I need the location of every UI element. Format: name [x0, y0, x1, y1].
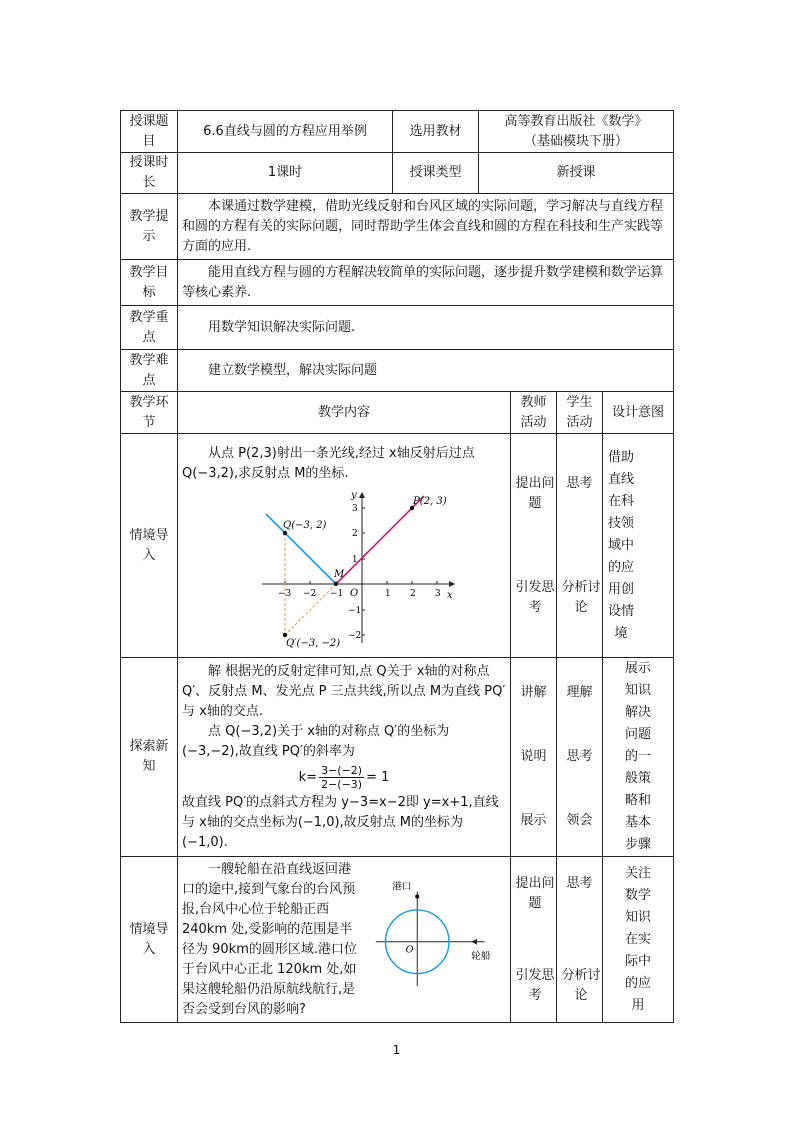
reflection-content — [178, 434, 511, 658]
duration-label: 授课时长 — [121, 153, 178, 194]
typhoon-teacher-activity — [511, 857, 557, 1023]
student-activity-a: 思考 — [566, 875, 593, 891]
reflection-stage: 情境导入 — [121, 434, 178, 658]
difficulty-row — [121, 350, 674, 392]
explore-paragraph-3: 故直线 PQ′的点斜式方程为 y−3=x−2即 y=x+1,直线与 x轴的交点坐标为(−1,0),故反射点 M的坐标为(−1,0). — [182, 794, 499, 850]
design-intent-text: 借助直线在科技领域中的应用创设情境 — [608, 449, 635, 641]
teacher-activity-b: 引发思考 — [515, 579, 555, 615]
explore-student-activity — [557, 658, 603, 857]
duration-row — [121, 153, 674, 194]
label-q: Q(−3, 2) — [283, 519, 327, 531]
explore-content — [178, 658, 511, 857]
x-tick-label: 2 — [410, 588, 416, 599]
student-activity-b: 分析讨论 — [561, 579, 601, 615]
port-point — [415, 894, 419, 898]
stage-column-header: 教学环节 — [121, 392, 178, 434]
reflection-row — [121, 434, 674, 658]
label-y-axis: y — [351, 489, 357, 501]
design-intent-text: 关注数学知识在实际中的应用 — [625, 865, 652, 1013]
reflection-student-activity — [557, 434, 603, 658]
label-q-prime: Q′(−3, −2) — [286, 637, 341, 648]
point-q — [283, 530, 287, 534]
difficulty-text: 建立数学模型，解决实际问题 — [208, 362, 378, 378]
reflection-text: 从点 P(2,3)射出一条光线,经过 x轴反射后过点 Q(−3,2),求反射点 M的坐标. — [182, 445, 475, 481]
key-point-cell — [178, 306, 674, 350]
difficulty-label: 教学难点 — [121, 350, 178, 392]
teacher-activity-b: 引发思考 — [515, 967, 555, 1003]
goal-text: 能用直线方程与圆的方程解决较简单的实际问题，逐步提升数学建模和数学运算等核心素养. — [182, 264, 664, 300]
textbook-value — [479, 111, 674, 153]
x-tick-label: −2 — [303, 588, 317, 599]
y-tick-label: −2 — [348, 630, 362, 641]
label-origin: O — [350, 587, 359, 599]
point-q-prime — [283, 632, 287, 636]
formula-result: = 1 — [366, 769, 390, 785]
textbook-line1: 高等教育出版社《数学》 — [504, 113, 648, 129]
typhoon-figure — [371, 880, 506, 990]
hint-text: 本课通过数学建模，借助光线反射和台风区域的实际问题，学习解决与直线方程和圆的方程有关的实际问题，同时帮助学生体会直线和圆的方程在科技和生产实践等方面的应用. — [182, 198, 664, 254]
explore-paragraph-2: 点 Q(−3,2)关于 x轴的对称点 Q′的坐标为 (−3,−2),故直线 PQ′的斜率为 — [182, 723, 450, 759]
design-column-header: 设计意图 — [603, 392, 674, 434]
hint-cell — [178, 194, 674, 260]
teacher-activity-c: 展示 — [520, 813, 547, 828]
student-activity-b: 思考 — [566, 749, 593, 764]
teacher-activity-b: 说明 — [520, 749, 547, 764]
page-number: 1 — [392, 1043, 401, 1057]
y-tick-label: 2 — [352, 528, 358, 539]
type-value: 新授课 — [479, 153, 674, 194]
teacher-activity-a: 提出问题 — [515, 475, 555, 511]
y-tick-label: 1 — [352, 554, 358, 565]
ship-label: 轮船 — [471, 950, 491, 962]
student-activity-c: 领会 — [566, 813, 593, 828]
typhoon-origin-label: O — [405, 943, 414, 955]
difficulty-cell — [178, 350, 674, 392]
label-m: M — [334, 568, 345, 580]
goal-cell — [178, 260, 674, 306]
slope-formula — [182, 764, 506, 791]
teacher-activity-a: 讲解 — [520, 685, 547, 700]
formula-denominator: 2−(−3) — [321, 777, 363, 791]
typhoon-stage: 情境导入 — [121, 857, 178, 1023]
label-p: P(2, 3) — [413, 495, 447, 507]
ship-arrow-icon — [471, 938, 477, 944]
typhoon-text: 一艘轮船在沿直线返回港口的途中,接到气象台的台风预报,台风中心位于轮船正西 240km 处,受影响的范围是半径为 90km的圆形区域.港口位于台风中心正北 120km 处,如果这艘轮船仍沿原航线航行,是否会受到台风的影响? — [182, 861, 357, 1017]
typhoon-student-activity — [557, 857, 603, 1023]
content-column-header: 教学内容 — [178, 392, 511, 434]
x-tick-label: 1 — [385, 588, 391, 599]
y-axis-arrow-icon — [359, 492, 365, 498]
key-point-label: 教学重点 — [121, 306, 178, 350]
student-activity-b: 分析讨论 — [561, 967, 601, 1003]
goal-label: 教学目标 — [121, 260, 178, 306]
hint-label: 教学提示 — [121, 194, 178, 260]
x-tick-label: −1 — [330, 588, 344, 599]
reflection-design-intent — [603, 434, 674, 658]
lesson-plan-table — [120, 110, 674, 1023]
student-column-header: 学生活动 — [557, 392, 603, 434]
point-m — [334, 582, 338, 586]
type-label: 授课类型 — [393, 153, 479, 194]
student-activity-a: 理解 — [566, 685, 593, 700]
formula-k: k= — [298, 769, 318, 785]
y-tick-label: −1 — [348, 605, 362, 616]
port-label: 港口 — [392, 881, 412, 893]
reflection-teacher-activity — [511, 434, 557, 658]
student-activity-a: 思考 — [566, 475, 593, 491]
duration-value: 1课时 — [178, 153, 393, 194]
goal-row — [121, 260, 674, 306]
key-point-row — [121, 306, 674, 350]
formula-numerator: 3−(−2) — [321, 763, 363, 777]
teacher-activity-a: 提出问题 — [515, 875, 555, 911]
teacher-column-header: 教师活动 — [511, 392, 557, 434]
label-x-axis: x — [447, 589, 453, 601]
explore-design-intent — [603, 658, 674, 857]
reflection-figure — [250, 488, 460, 648]
typhoon-content — [178, 857, 511, 1023]
design-intent-text: 展示知识解决问题的一般策略和基本步骤 — [625, 661, 652, 852]
explore-teacher-activity — [511, 658, 557, 857]
topic-label: 授课题目 — [121, 111, 178, 153]
textbook-line2: （基础模块下册） — [524, 133, 629, 149]
typhoon-row — [121, 857, 674, 1023]
key-point-text: 用数学知识解决实际问题. — [208, 319, 356, 335]
formula-fraction — [319, 764, 364, 791]
hint-row — [121, 194, 674, 260]
x-tick-label: −3 — [278, 588, 292, 599]
topic-value: 6.6直线与圆的方程应用举例 — [178, 111, 393, 153]
x-axis-arrow-icon — [449, 581, 455, 587]
textbook-label: 选用教材 — [393, 111, 479, 153]
topic-row — [121, 111, 674, 153]
y-tick-label: 3 — [352, 503, 358, 514]
column-header-row — [121, 392, 674, 434]
explore-row — [121, 658, 674, 857]
typhoon-design-intent — [603, 857, 674, 1023]
explore-paragraph-1: 解 根据光的反射定律可知,点 Q关于 x轴的对称点 Q′、反射点 M、发光点 P 三点共线,所以点 M为直线 PQ′与 x轴的交点. — [182, 663, 506, 719]
explore-stage: 探索新知 — [121, 658, 178, 857]
x-tick-label: 3 — [435, 588, 441, 599]
